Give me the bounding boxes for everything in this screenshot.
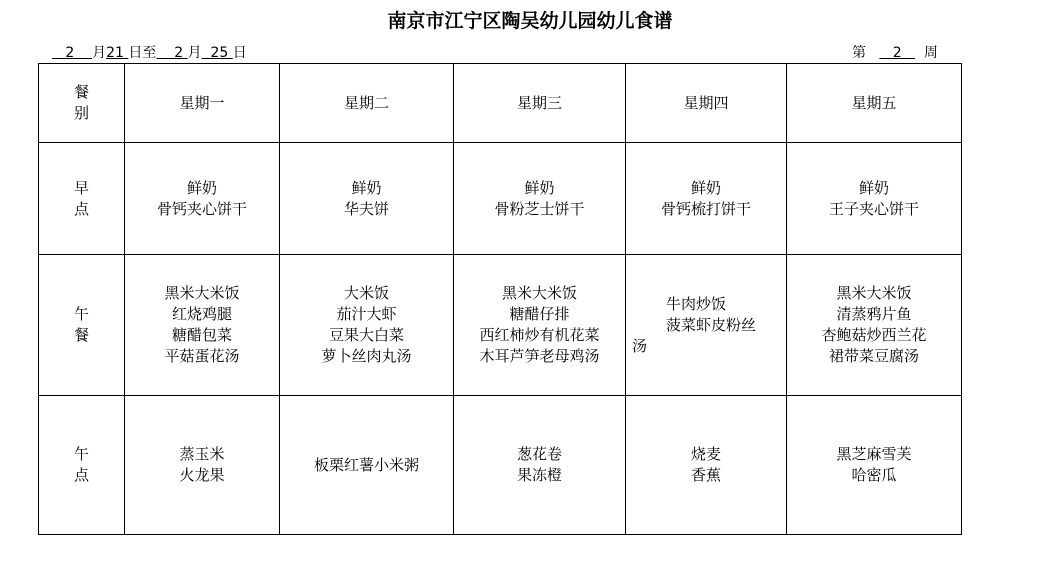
day-header-wednesday: 星期三 [454,64,626,143]
table-row-breakfast [39,143,962,255]
menu-cell: 板栗红薯小米粥 [280,396,454,535]
end-day: 25 [210,45,229,61]
meal-type-label: 午 餐 [39,255,125,396]
day-header-thursday: 星期四 [626,64,787,143]
menu-table [38,63,962,535]
menu-cell: 黑米大米饭 红烧鸡腿 糖醋包菜 平菇蛋花汤 [125,255,280,396]
menu-cell: 大米饭 茄汁大虾 豆果大白菜 萝卜丝肉丸汤 [280,255,454,396]
menu-cell: 烧麦 香蕉 [626,396,787,535]
day-header-monday: 星期一 [125,64,280,143]
menu-cell: 鲜奶 华夫饼 [280,143,454,255]
day-header-tuesday: 星期二 [280,64,454,143]
day-header-friday: 星期五 [787,64,962,143]
menu-cell: 鲜奶 骨钙夹心饼干 [125,143,280,255]
meal-type-label: 午 点 [39,396,125,535]
page-title: 南京市江宁区陶吴幼儿园幼儿食谱 [387,10,673,32]
meal-type-header: 餐 别 [39,64,125,143]
start-month: 2 [65,45,75,61]
menu-cell: 鲜奶 骨粉芝士饼干 [454,143,626,255]
menu-cell: 鲜奶 王子夹心饼干 [787,143,962,255]
week-number: 第 2 周 [852,45,938,61]
table-row-afternoon-snack [39,396,962,535]
table-row-lunch [39,255,962,396]
menu-cell: 葱花卷 果冻橙 [454,396,626,535]
menu-cell: 蒸玉米 火龙果 [125,396,280,535]
meal-type-label: 早 点 [39,143,125,255]
menu-cell: 黑芝麻雪芙 哈密瓜 [787,396,962,535]
menu-cell: 鲜奶 骨钙梳打饼干 [626,143,787,255]
date-range: 2 月21 日至 2 月 25 日 [65,45,247,61]
menu-cell: 牛肉炒饭 菠菜虾皮粉丝 汤 [626,255,787,396]
menu-cell: 黑米大米饭 清蒸鸦片鱼 杏鲍菇炒西兰花 裙带菜豆腐汤 [787,255,962,396]
header-row [39,64,962,143]
menu-cell: 黑米大米饭 糖醋仔排 西红柿炒有机花菜 木耳芦笋老母鸡汤 [454,255,626,396]
end-month: 2 [174,45,184,61]
start-day: 21 [106,45,124,61]
